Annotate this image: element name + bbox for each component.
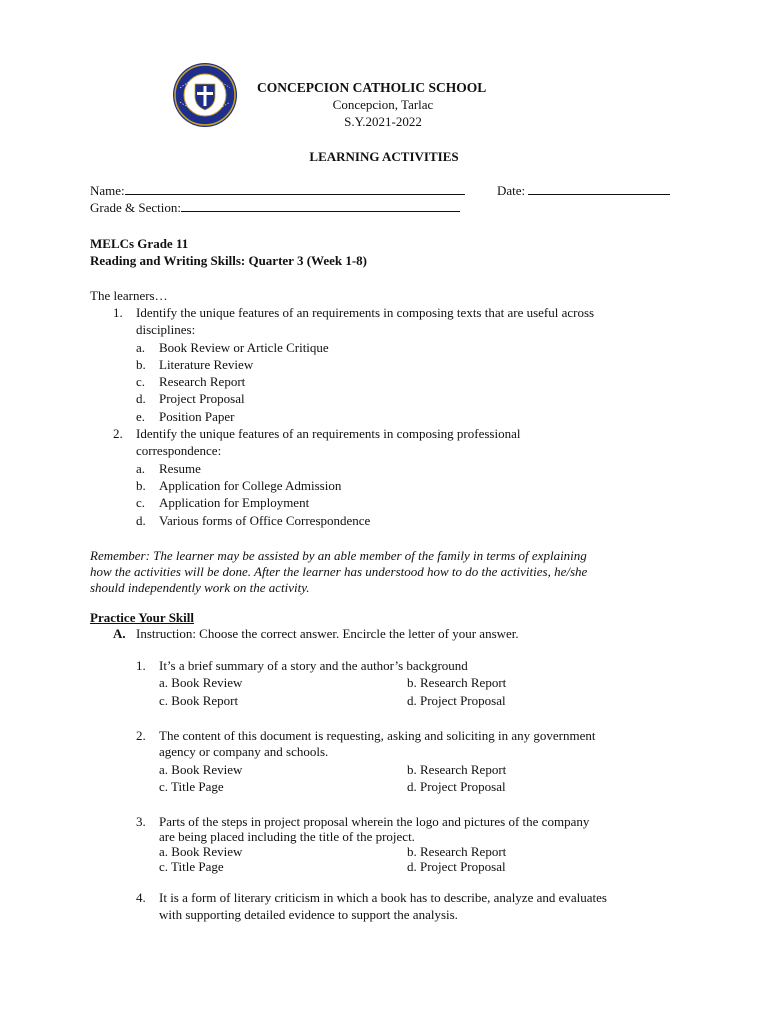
choice-a[interactable]: a. Book Review (159, 675, 243, 690)
school-seal-logo (172, 62, 238, 128)
question-number: 2. (136, 728, 146, 743)
practice-heading: Practice Your Skill (90, 610, 194, 625)
list-item-letter: b. (136, 357, 146, 372)
list-item: Project Proposal (159, 391, 245, 406)
list-item: Position Paper (159, 409, 235, 424)
objective-text: Identify the unique features of an requirements in composing texts that are useful across (136, 305, 595, 320)
question-number: 1. (136, 658, 146, 673)
list-item-letter: c. (136, 374, 146, 389)
instruction-text: Instruction: Choose the correct answer. Encircle the letter of your answer. (136, 626, 519, 641)
question-number: 3. (136, 814, 146, 829)
remember-note: Remember: The learner may be assisted by an able member of the family in terms of explaining (90, 548, 587, 563)
list-item: Research Report (159, 374, 246, 389)
list-item: Book Review or Article Critique (159, 340, 329, 355)
remember-note: how the activities will be done. After the learner has understood how to do the activities, he/she (90, 564, 588, 579)
choice-d[interactable]: d. Project Proposal (407, 779, 506, 794)
list-item: Various forms of Office Correspondence (159, 513, 371, 528)
objective-text: Identify the unique features of an requirements in composing professional (136, 426, 521, 441)
remember-note: should independently work on the activity. (90, 580, 310, 595)
choice-c[interactable]: c. Title Page (159, 859, 224, 874)
question-number: 4. (136, 890, 146, 905)
grade-section-blank[interactable] (181, 199, 460, 212)
section-letter: A. (113, 626, 126, 641)
list-item-letter: b. (136, 478, 146, 493)
list-item: Resume (159, 461, 201, 476)
choice-d[interactable]: d. Project Proposal (407, 693, 506, 708)
choice-d[interactable]: d. Project Proposal (407, 859, 506, 874)
date-field[interactable] (497, 182, 670, 199)
name-field[interactable] (90, 182, 465, 199)
list-item-letter: e. (136, 409, 146, 424)
list-item: Literature Review (159, 357, 254, 372)
question-text: It’s a brief summary of a story and the author’s background (159, 658, 468, 673)
question-text: are being placed including the title of the project. (159, 829, 415, 844)
school-name: CONCEPCION CATHOLIC SCHOOL (257, 80, 487, 95)
list-item-letter: a. (136, 461, 146, 476)
choice-b[interactable]: b. Research Report (407, 762, 507, 777)
choice-a[interactable]: a. Book Review (159, 762, 243, 777)
objective-text: disciplines: (136, 322, 196, 337)
choice-c[interactable]: c. Title Page (159, 779, 224, 794)
date-blank[interactable] (528, 182, 670, 195)
choice-a[interactable]: a. Book Review (159, 844, 243, 859)
grade-section-field[interactable] (90, 199, 460, 216)
question-text: It is a form of literary criticism in which a book has to describe, analyze and evaluates (159, 890, 607, 905)
choice-c[interactable]: c. Book Report (159, 693, 239, 708)
page-title: LEARNING ACTIVITIES (309, 149, 459, 164)
list-item: Application for College Admission (159, 478, 342, 493)
choice-b[interactable]: b. Research Report (407, 844, 507, 859)
question-text: with supporting detailed evidence to support the analysis. (159, 907, 458, 922)
list-item-letter: a. (136, 340, 146, 355)
subject-heading: Reading and Writing Skills: Quarter 3 (Week 1-8) (90, 253, 367, 268)
school-location: Concepcion, Tarlac (332, 97, 434, 112)
date-label: Date: (497, 183, 526, 198)
name-blank[interactable] (125, 182, 465, 195)
name-label: Name: (90, 183, 125, 198)
objective-number: 1. (113, 305, 123, 320)
list-item-letter: d. (136, 391, 146, 406)
melcs-heading: MELCs Grade 11 (90, 236, 189, 251)
question-text: Parts of the steps in project proposal wherein the logo and pictures of the company (159, 814, 590, 829)
question-text: The content of this document is requesting, asking and soliciting in any government (159, 728, 596, 743)
objective-text: correspondence: (136, 443, 222, 458)
objective-number: 2. (113, 426, 123, 441)
list-item: Application for Employment (159, 495, 310, 510)
question-text: agency or company and schools. (159, 744, 329, 759)
school-year: S.Y.2021-2022 (344, 114, 422, 129)
grade-section-label: Grade & Section: (90, 200, 181, 215)
list-item-letter: d. (136, 513, 146, 528)
intro-text: The learners… (90, 288, 168, 303)
choice-b[interactable]: b. Research Report (407, 675, 507, 690)
list-item-letter: c. (136, 495, 146, 510)
